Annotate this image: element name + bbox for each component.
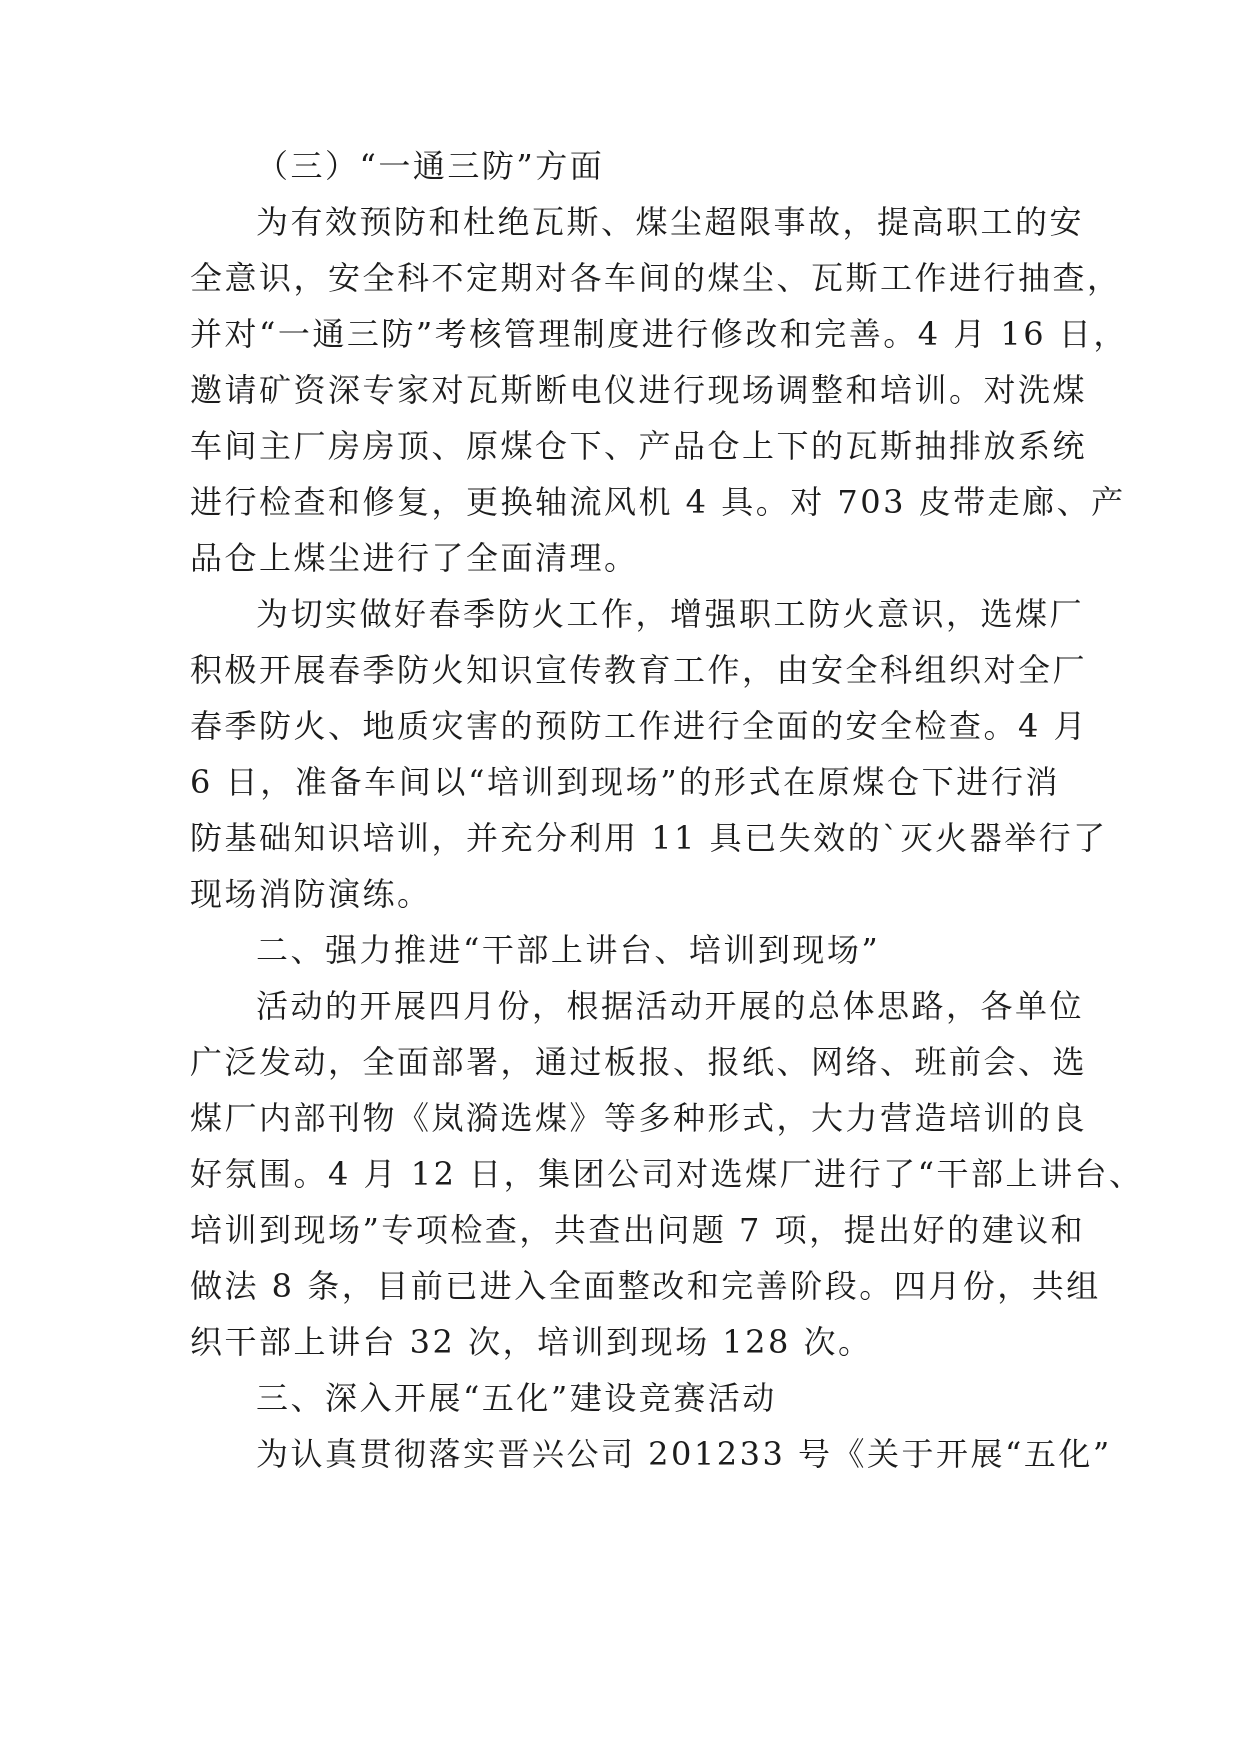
text-line: 培训到现场”专项检查，共查出问题 7 项，提出好的建议和 (190, 1211, 1086, 1249)
text-line: 全意识，安全科不定期对各车间的煤尘、瓦斯工作进行抽查， (190, 259, 1122, 297)
text-line: 为认真贯彻落实晋兴公司 201233 号《关于开展“五化” (256, 1435, 1112, 1473)
text-line: 广泛发动，全面部署，通过板报、报纸、网络、班前会、选 (190, 1043, 1088, 1081)
text-line: 防基础知识培训，并充分利用 11 具已失效的`灭火器举行了 (190, 819, 1108, 857)
text-line: 进行检查和修复，更换轴流风机 4 具。对 703 皮带走廊、产 (190, 483, 1126, 521)
text-line: 织干部上讲台 32 次，培训到现场 128 次。 (190, 1323, 873, 1361)
text-line: 煤厂内部刊物《岚漪选煤》等多种形式，大力营造培训的良 (190, 1099, 1088, 1137)
text-line: 做法 8 条，目前已进入全面整改和完善阶段。四月份，共组 (190, 1267, 1101, 1305)
text-line: 品仓上煤尘进行了全面清理。 (190, 539, 639, 577)
text-line: 春季防火、地质灾害的预防工作进行全面的安全检查。4 月 (190, 707, 1089, 745)
text-line: 为切实做好春季防火工作，增强职工防火意识，选煤厂 (256, 595, 1085, 633)
text-line: 6 日，准备车间以“培训到现场”的形式在原煤仓下进行消 (190, 763, 1060, 801)
text-line: 为有效预防和杜绝瓦斯、煤尘超限事故，提高职工的安 (256, 203, 1085, 241)
text-line: 并对“一通三防”考核管理制度进行修改和完善。4 月 16 日， (190, 315, 1128, 353)
text-line: 邀请矿资深专家对瓦斯断电仪进行现场调整和培训。对洗煤 (190, 371, 1088, 409)
section-heading: 三、深入开展“五化”建设竞赛活动 (256, 1379, 777, 1417)
text-line: 积极开展春季防火知识宣传教育工作，由安全科组织对全厂 (190, 651, 1088, 689)
section-heading: 二、强力推进“干部上讲台、培训到现场” (256, 931, 881, 969)
text-line: 好氛围。4 月 12 日，集团公司对选煤厂进行了“干部上讲台、 (190, 1155, 1144, 1193)
text-line: 车间主厂房房顶、原煤仓下、产品仓上下的瓦斯抽排放系统 (190, 427, 1088, 465)
text-line: 现场消防演练。 (190, 875, 432, 913)
section-heading: （三）“一通三防”方面 (256, 147, 605, 185)
text-line: 活动的开展四月份，根据活动开展的总体思路，各单位 (256, 987, 1085, 1025)
